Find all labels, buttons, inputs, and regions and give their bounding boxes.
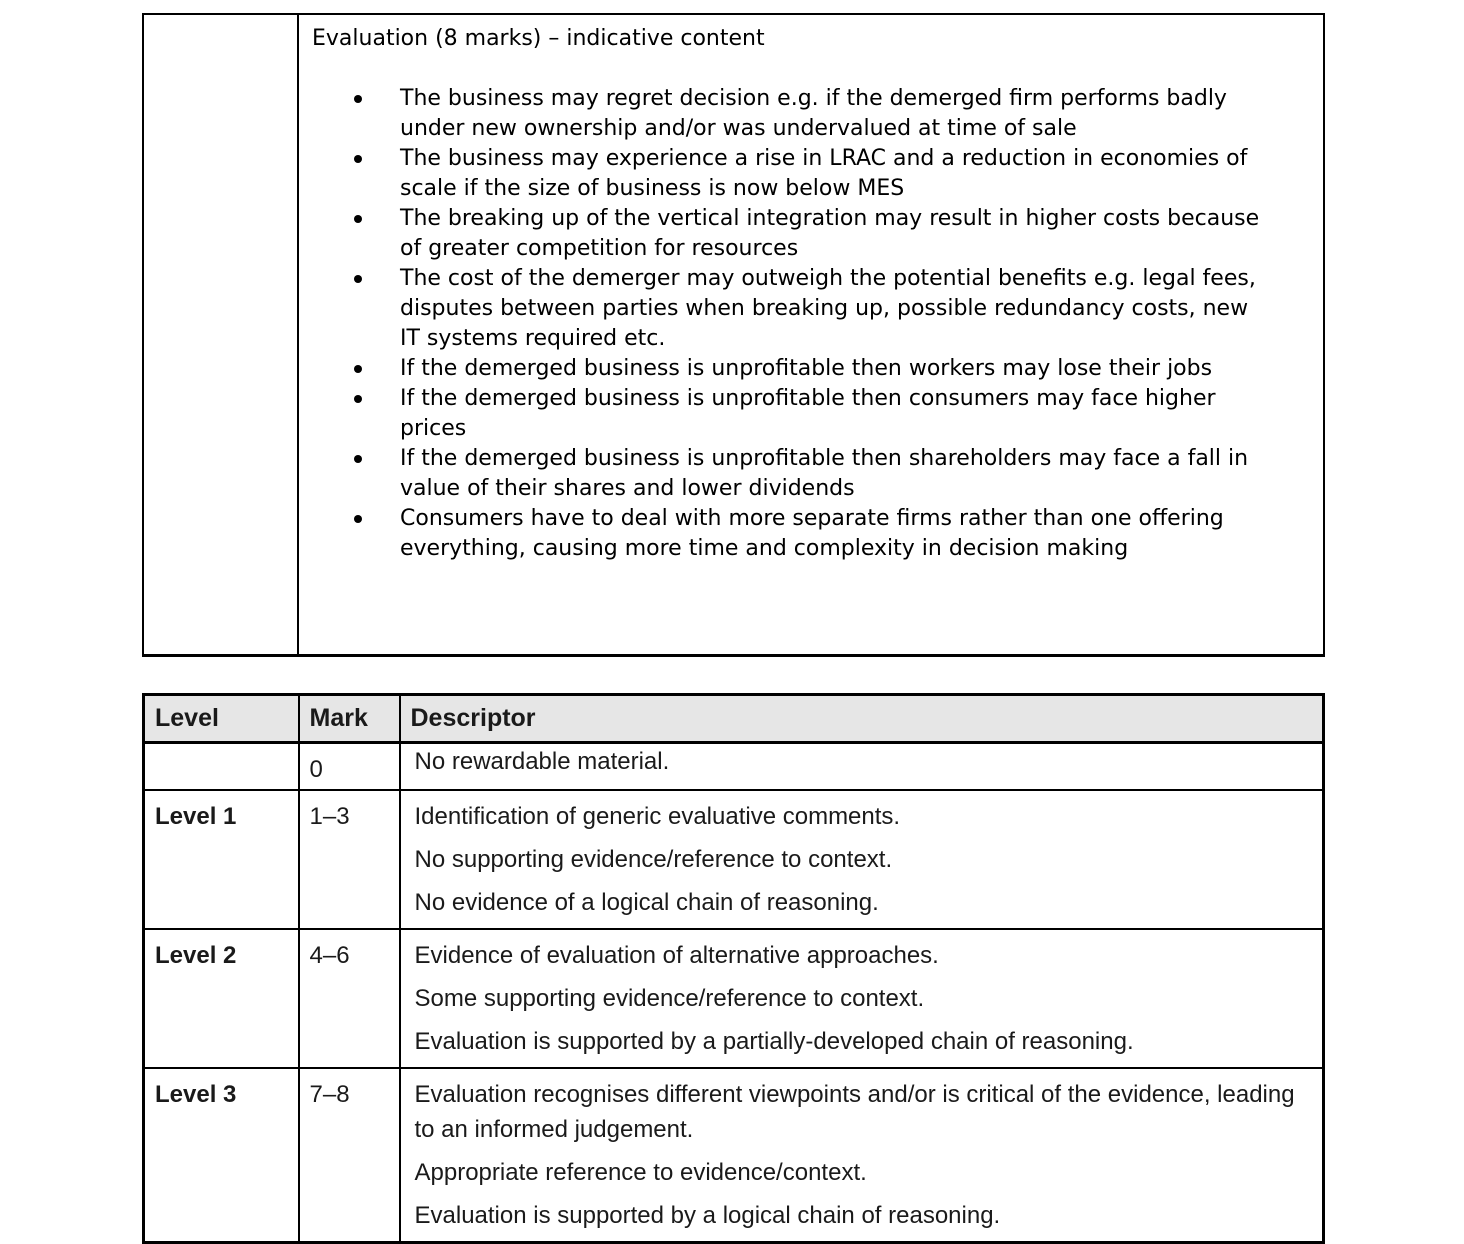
- level-cell: Level 3: [144, 1068, 299, 1243]
- indicative-content-table: [142, 13, 1325, 657]
- mark-cell: 1–3: [299, 790, 400, 929]
- mark-cell: 4–6: [299, 929, 400, 1068]
- mark-cell: 7–8: [299, 1068, 400, 1243]
- bullet-item: [312, 354, 1268, 384]
- mark-cell: 0: [299, 743, 400, 791]
- bullet-text: The cost of the demerger may outweigh the potential benefits e.g. legal fees, disputes between parties when breaking up, possible redundancy costs, new IT systems required etc.: [400, 266, 1256, 351]
- descriptor-paragraph: Some supporting evidence/reference to context.: [414, 985, 925, 1012]
- bullet-icon: [354, 215, 362, 223]
- bullet-text: If the demerged business is unprofitable then workers may lose their jobs: [400, 356, 1213, 381]
- rubric-row-level-3: [144, 1068, 1324, 1243]
- descriptor-paragraph: No evidence of a logical chain of reasoning.: [414, 889, 879, 916]
- bullet-text: The breaking up of the vertical integration may result in higher costs because of greater competition for resources: [400, 206, 1260, 261]
- descriptor-paragraph: Evaluation is supported by a partially-developed chain of reasoning.: [414, 1028, 1134, 1055]
- descriptor-paragraph: Appropriate reference to evidence/context.: [414, 1159, 867, 1186]
- descriptor-cell: [400, 929, 1324, 1068]
- bullet-item: [312, 144, 1268, 204]
- indicative-content-row: [143, 14, 1324, 655]
- bullet-text: Consumers have to deal with more separate firms rather than one offering everything, causing more time and complexity in decision making: [400, 506, 1224, 561]
- indicative-content-cell: [298, 14, 1324, 655]
- descriptor-cell: [400, 1068, 1324, 1243]
- bullet-icon: [354, 155, 362, 163]
- bullet-icon: [354, 95, 362, 103]
- bullet-icon: [354, 395, 362, 403]
- bullet-icon: [354, 365, 362, 373]
- bullet-text: If the demerged business is unprofitable then shareholders may face a fall in value of their shares and lower dividends: [400, 446, 1249, 501]
- level-cell: Level 2: [144, 929, 299, 1068]
- bullet-item: [312, 204, 1268, 264]
- header-mark: Mark: [299, 695, 400, 743]
- bullet-text: The business may experience a rise in LRAC and a reduction in economies of scale if the size of business is now below MES: [400, 146, 1248, 201]
- descriptor-paragraph: No rewardable material.: [414, 748, 670, 775]
- descriptor-paragraph: Evaluation recognises different viewpoints and/or is critical of the evidence, leading to an informed judgement.: [414, 1081, 1295, 1143]
- rubric-row-level-2: [144, 929, 1324, 1068]
- level-cell: [144, 743, 299, 791]
- level-cell: Level 1: [144, 790, 299, 929]
- bullet-text: The business may regret decision e.g. if the demerged firm performs badly under new ownership and/or was undervalued at time of sale: [400, 86, 1227, 141]
- bullet-item: [312, 264, 1268, 354]
- bullet-item: [312, 84, 1268, 144]
- descriptor-paragraph: No supporting evidence/reference to context.: [414, 846, 893, 873]
- indicative-content-title: Evaluation (8 marks) – indicative content: [312, 26, 765, 51]
- bullet-icon: [354, 515, 362, 523]
- header-level: Level: [144, 695, 299, 743]
- descriptor-paragraph: Evidence of evaluation of alternative approaches.: [414, 942, 939, 969]
- descriptor-paragraph: Identification of generic evaluative comments.: [414, 803, 901, 830]
- descriptor-cell: [400, 790, 1324, 929]
- bullet-item: [312, 444, 1268, 504]
- question-number-cell: [143, 14, 298, 655]
- bullet-icon: [354, 455, 362, 463]
- bullet-text: If the demerged business is unprofitable then consumers may face higher prices: [400, 386, 1216, 441]
- header-descriptor: Descriptor: [400, 695, 1324, 743]
- bullet-item: [312, 384, 1268, 444]
- bullet-icon: [354, 275, 362, 283]
- descriptor-cell: [400, 743, 1324, 791]
- rubric-row-level-1: [144, 790, 1324, 929]
- bullet-item: [312, 504, 1268, 564]
- rubric-header-row: [144, 695, 1324, 743]
- bullet-list: [312, 84, 1268, 564]
- descriptor-paragraph: Evaluation is supported by a logical chain of reasoning.: [414, 1202, 1001, 1229]
- rubric-row-no-reward: [144, 743, 1324, 791]
- rubric-table: [142, 693, 1325, 1244]
